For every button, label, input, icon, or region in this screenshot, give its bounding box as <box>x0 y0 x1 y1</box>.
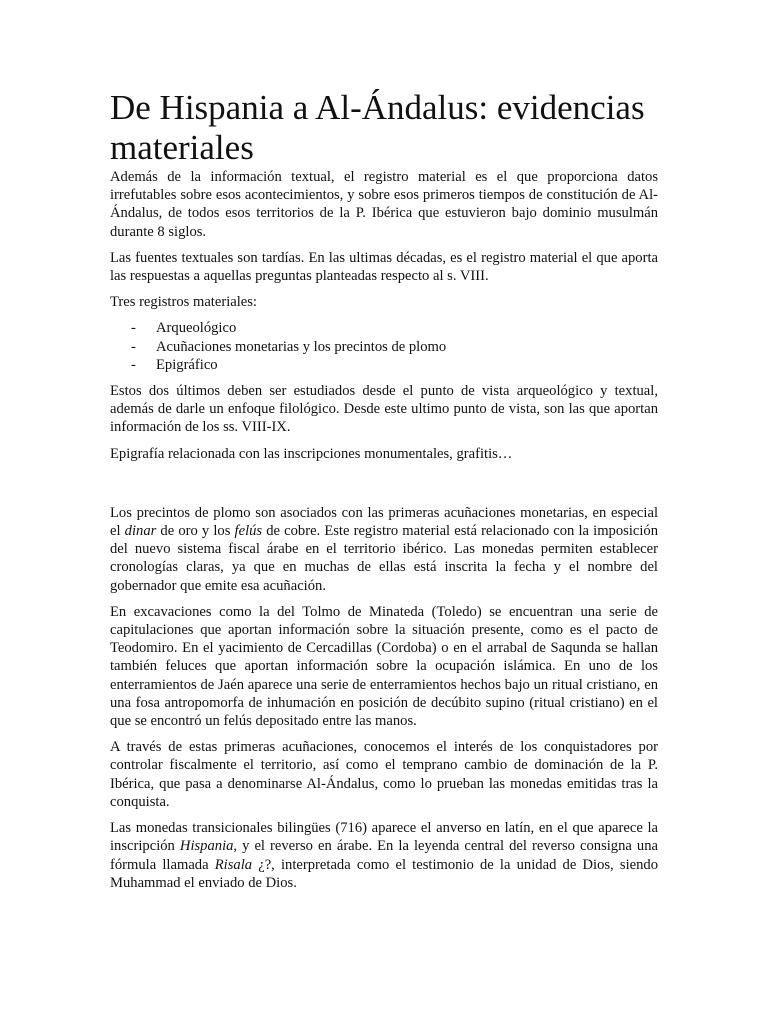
list-item <box>110 356 658 374</box>
paragraph-sources: Las fuentes textuales son tardías. En las ultimas décadas, es el registro material el que aporta las respuestas a aquellas preguntas planteadas respecto al s. VIII. <box>110 249 658 285</box>
paragraph-excavations: En excavaciones como la del Tolmo de Minateda (Toledo) se encuentran una serie de capitulaciones que aportan información sobre la situación presente, como es el pacto de Teodomiro. En el yacimiento de Cercadillas (Cordoba) o en el arrabal de Saqunda se hallan también feluces que aportan información sobre la ocupación islámica. En uno de los enterramientos de Jaén aparece una serie de enterramientos hechos bajo un ritual cristiano, en una fosa antropomorfa de inhumación en posición de decúbito supino (ritual cristiano) en el que se encontró un felús depositado entre las manos. <box>110 603 658 730</box>
dash-bullet: - <box>131 338 136 355</box>
paragraph-list-heading: Tres registros materiales: <box>110 294 257 311</box>
paragraph-study: Estos dos últimos deben ser estudiados desde el punto de vista arqueológico y textual, además de darle un enfoque filológico. Desde este ultimo punto de vista, son las que aportan información de los ss. VIII-IX. <box>110 383 658 436</box>
text-run: , y el reverso en árabe. En la leyenda central del reverso consigna una fórmula llamada <box>110 838 658 873</box>
italic-term-risala: Risala <box>214 856 253 873</box>
blank-gap <box>110 471 658 504</box>
text-run: Las monedas transicionales bilingües (716) aparece el anverso en latín, en el que aparece la inscripción <box>110 820 658 855</box>
italic-term-hispania: Hispania <box>179 838 234 855</box>
material-records-list <box>110 319 658 374</box>
paragraph-bilingual-coins <box>110 819 658 892</box>
text-run: de cobre. Este registro material está relacionado con la imposición del nuevo sistema fiscal árabe en el territorio ibérico. Las monedas permiten establecer cronologías claras, ya que en muchas de ellas está inscrita la fecha y el nombre del gobernador que emite esa acuñación. <box>110 523 658 594</box>
list-item-label: Arqueológico <box>156 320 237 337</box>
paragraph-lead-seals <box>110 504 658 595</box>
text-run: Los precintos de plomo son asociados con las primeras acuñaciones monetarias, en especial el <box>110 504 658 540</box>
document-title: De Hispania a Al-Ándalus: evidencias materiales <box>110 88 645 167</box>
list-item <box>110 338 658 356</box>
list-item <box>110 319 658 337</box>
paragraph-epigraphy: Epigrafía relacionada con las inscripciones monumentales, grafitis… <box>110 445 513 462</box>
paragraph-coinage: A través de estas primeras acuñaciones, conocemos el interés de los conquistadores por controlar fiscalmente el territorio, así como el temprano cambio de dominación de la P. Ibérica, que pasa a denominarse Al-Ándalus, como lo prueban las monedas emitidas tras la conquista. <box>110 739 658 810</box>
italic-term-felus: felús <box>234 523 263 540</box>
text-run: ¿?, interpretada como el testimonio de la unidad de Dios, siendo Muhammad el enviado de Dios. <box>110 856 658 891</box>
dash-bullet: - <box>131 356 136 373</box>
list-item-label: Acuñaciones monetarias y los precintos de plomo <box>156 338 447 355</box>
dash-bullet: - <box>131 320 136 337</box>
paragraph-intro: Además de la información textual, el registro material es el que proporciona datos irrefutables sobre esos acontecimientos, y sobre esos primeros tiempos de constitución de Al-Ándalus, de todos esos territorios de la P. Ibérica que estuvieron bajo dominio musulmán durante 8 siglos. <box>110 169 658 240</box>
text-run: de oro y los <box>156 523 235 540</box>
list-item-label: Epigráfico <box>156 356 218 373</box>
italic-term-dinar: dinar <box>124 523 157 540</box>
